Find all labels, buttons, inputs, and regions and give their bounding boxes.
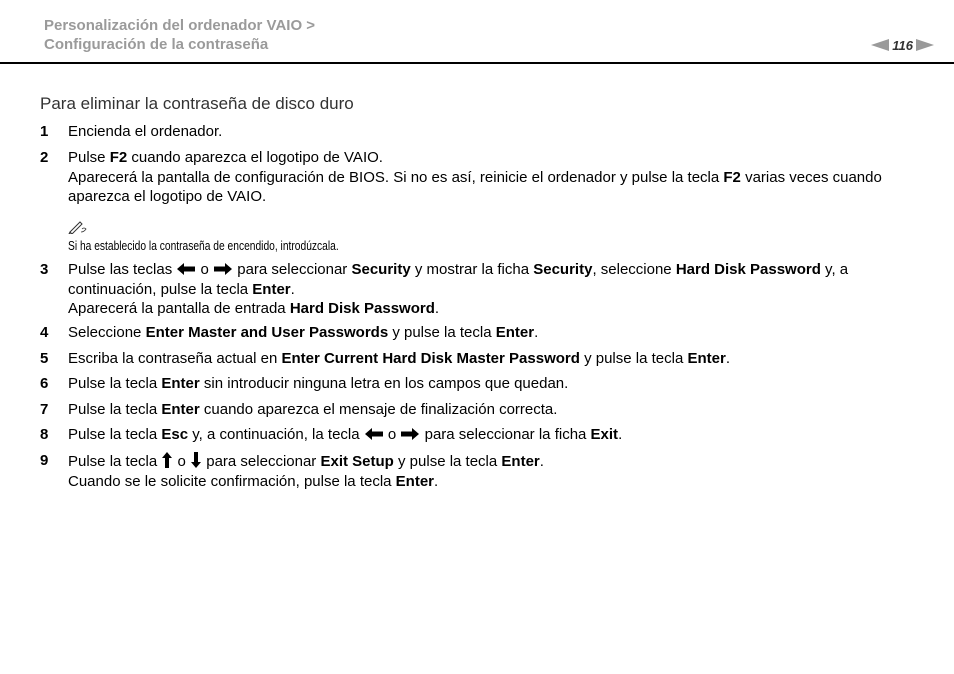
step-number: 1 bbox=[40, 123, 49, 140]
step-text: . bbox=[290, 280, 295, 298]
step-text: Pulse la tecla bbox=[68, 453, 162, 470]
key-enter: Enter bbox=[395, 472, 435, 490]
key-enter-master-user: Enter Master and User Passwords bbox=[145, 324, 389, 341]
step-text: Aparecerá la pantalla de entrada bbox=[68, 300, 290, 317]
key-enter: Enter bbox=[161, 401, 200, 418]
step-text: Pulse las teclas bbox=[68, 261, 177, 278]
right-arrow-key-icon bbox=[400, 427, 420, 441]
step-text: Seleccione bbox=[68, 324, 146, 341]
step-text: Pulse la tecla bbox=[68, 426, 162, 443]
key-exit-setup: Exit Setup bbox=[320, 453, 394, 470]
step-2 bbox=[40, 148, 930, 207]
breadcrumb-line-2[interactable]: Configuración de la contraseña bbox=[44, 36, 269, 53]
key-enter: Enter bbox=[252, 280, 291, 298]
key-security: Security bbox=[351, 261, 411, 278]
key-esc: Esc bbox=[161, 426, 189, 443]
step-text: . bbox=[539, 453, 544, 470]
step-number: 9 bbox=[40, 452, 49, 469]
step-text: . bbox=[434, 300, 440, 317]
step-text: sin introducir ninguna letra en los campos que quedan. bbox=[199, 375, 569, 392]
step-number: 5 bbox=[40, 350, 49, 367]
previous-page-icon[interactable] bbox=[871, 39, 889, 51]
step-4 bbox=[40, 323, 930, 343]
step-text: . bbox=[725, 350, 730, 367]
step-6 bbox=[40, 374, 930, 394]
step-text: Escriba la contraseña actual en bbox=[68, 350, 282, 367]
next-page-icon[interactable] bbox=[916, 39, 934, 51]
step-7 bbox=[40, 400, 930, 420]
step-5 bbox=[40, 349, 930, 369]
breadcrumb bbox=[44, 16, 315, 54]
key-exit: Exit bbox=[590, 426, 619, 443]
step-text: y, a continuación, la tecla bbox=[188, 426, 364, 443]
step-text: y mostrar la ficha bbox=[410, 261, 534, 278]
key-f2: F2 bbox=[109, 149, 128, 166]
right-arrow-key-icon bbox=[213, 262, 233, 276]
key-enter: Enter bbox=[161, 375, 200, 392]
step-text: Pulse la tecla bbox=[68, 375, 162, 392]
step-number: 2 bbox=[40, 149, 49, 166]
step-number: 7 bbox=[40, 401, 49, 418]
step-text: , seleccione bbox=[592, 261, 676, 278]
step-text: . bbox=[534, 324, 539, 341]
key-f2: F2 bbox=[723, 168, 741, 186]
step-text: Cuando se le solicite confirmación, pulse la tecla bbox=[68, 472, 396, 490]
down-arrow-key-icon bbox=[190, 451, 202, 469]
step-text: cuando aparezca el logotipo de VAIO. bbox=[127, 149, 383, 166]
step-1 bbox=[40, 122, 930, 142]
key-enter: Enter bbox=[501, 453, 540, 470]
step-text: y pulse la tecla bbox=[388, 324, 496, 341]
key-security: Security bbox=[533, 261, 593, 278]
step-number: 8 bbox=[40, 426, 49, 443]
step-text: para seleccionar bbox=[202, 453, 321, 470]
note-pencil-icon bbox=[68, 220, 88, 234]
step-text: Aparecerá la pantalla de configuración de BIOS. Si no es así, reinicie el ordenador y pulse la tecla bbox=[68, 168, 724, 186]
step-text: cuando aparezca el mensaje de finalización correcta. bbox=[199, 401, 558, 418]
section-title: Para eliminar la contraseña de disco duro bbox=[40, 94, 354, 113]
key-enter: Enter bbox=[495, 324, 535, 341]
step-number: 3 bbox=[40, 261, 49, 278]
step-text: y pulse la tecla bbox=[393, 453, 502, 470]
breadcrumb-line-1[interactable]: Personalización del ordenador VAIO > bbox=[44, 17, 316, 34]
step-text: . bbox=[618, 426, 623, 443]
step-text: o bbox=[383, 426, 401, 443]
step-3 bbox=[40, 260, 930, 319]
header-divider bbox=[0, 62, 954, 64]
step-text: varias veces cuando aparezca el logotipo de VAIO. bbox=[68, 168, 882, 205]
left-arrow-key-icon bbox=[364, 427, 384, 441]
note-text: Si ha establecido la contraseña de encendido, introdúzcala. bbox=[68, 239, 339, 253]
step-text: Pulse bbox=[68, 149, 110, 166]
step-text: . bbox=[434, 472, 439, 490]
step-text: o bbox=[196, 261, 214, 278]
step-number: 6 bbox=[40, 375, 49, 392]
page-navigation bbox=[871, 37, 934, 53]
key-enter: Enter bbox=[687, 350, 726, 367]
step-8 bbox=[40, 425, 930, 445]
page-number: 116 bbox=[892, 37, 913, 53]
step-text: Pulse la tecla bbox=[68, 401, 162, 418]
step-text: y pulse la tecla bbox=[579, 350, 688, 367]
key-hard-disk-password: Hard Disk Password bbox=[675, 261, 821, 278]
step-text: y, a continuación, pulse la tecla bbox=[68, 261, 849, 298]
key-hard-disk-password: Hard Disk Password bbox=[289, 300, 435, 317]
up-arrow-key-icon bbox=[161, 451, 173, 469]
step-text: para seleccionar bbox=[233, 261, 352, 278]
step-text: Encienda el ordenador. bbox=[68, 123, 223, 140]
step-text: o bbox=[173, 453, 191, 470]
step-number: 4 bbox=[40, 324, 49, 341]
left-arrow-key-icon bbox=[176, 262, 196, 276]
step-9 bbox=[40, 451, 930, 491]
step-text: para seleccionar la ficha bbox=[420, 426, 591, 443]
note-box bbox=[68, 220, 398, 253]
key-current-master-password: Enter Current Hard Disk Master Password bbox=[281, 350, 580, 367]
